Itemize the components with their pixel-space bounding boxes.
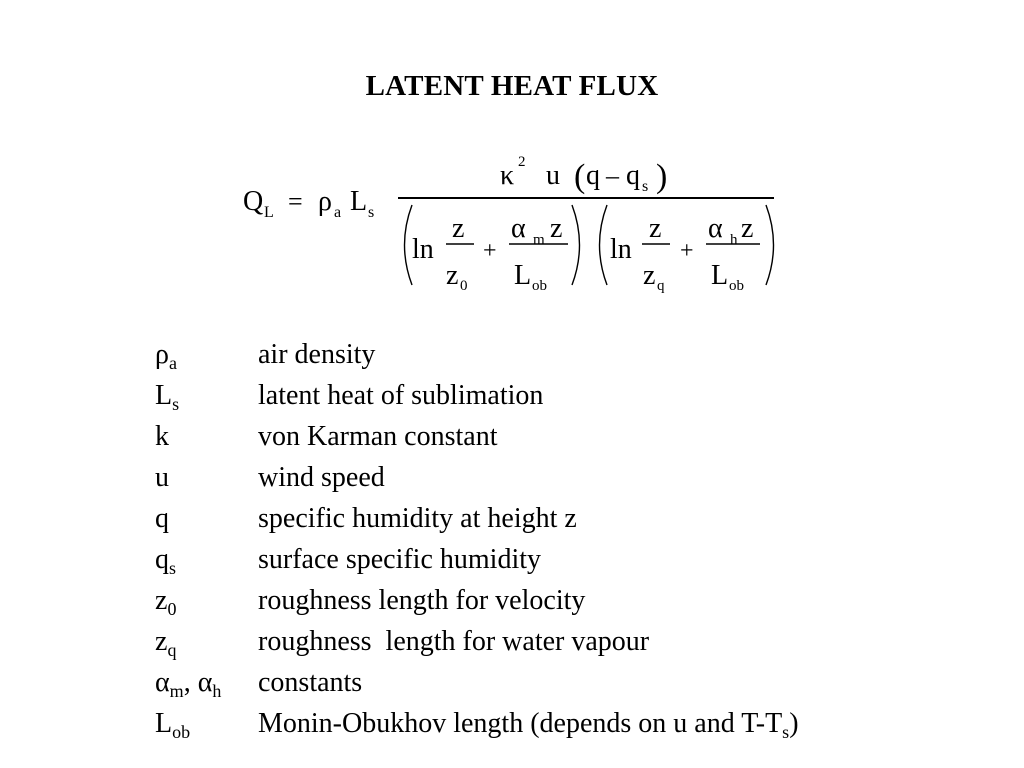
eq-rho-sub: a: [334, 204, 342, 221]
eq-ls: L: [350, 186, 368, 217]
eq-alpha-h: α: [708, 213, 723, 244]
eq-lob-2-sub: ob: [729, 278, 744, 294]
eq-z0-sub: 0: [460, 278, 468, 294]
eq-alpha-m-sub: m: [533, 232, 545, 248]
eq-num-qs-sub: s: [642, 178, 649, 195]
eq-plus-2: +: [680, 238, 694, 264]
legend-symbol: $z_q$: [155, 626, 177, 660]
legend-symbol: $\rho_a$: [155, 339, 177, 373]
legend-description: constants: [258, 667, 363, 698]
eq-num-qs: q: [626, 160, 640, 191]
eq-rho: ρ: [318, 186, 332, 217]
legend-symbol: $\alpha_m$, $\alpha_h$: [155, 667, 222, 701]
eq-lob-2: L: [711, 260, 729, 291]
legend-symbol: $q_s$: [155, 544, 177, 578]
eq-z0: z: [446, 260, 459, 291]
legend-description: Monin-Obukhov length (depends on u and $T-T_s$): [258, 708, 799, 742]
legend-description: surface specific humidity: [258, 544, 542, 575]
eq-alpha-m-z: z: [550, 213, 563, 244]
right-paren-group-1: [572, 205, 580, 285]
eq-ln-1: ln: [412, 234, 434, 265]
eq-num-kappa-sup: 2: [518, 154, 526, 170]
eq-alpha-h-z: z: [741, 213, 754, 244]
latent-heat-flux-equation: [0, 0, 1024, 320]
eq-equals: =: [288, 187, 303, 216]
eq-lhs-q: Q: [243, 186, 264, 217]
legend-description: roughness length for water vapour: [258, 626, 650, 657]
eq-alpha-h-sub: h: [730, 232, 738, 248]
legend-description: wind speed: [258, 462, 385, 493]
legend-symbol: $L_s$: [155, 380, 180, 414]
legend-symbol: q: [155, 503, 169, 534]
eq-num-rparen: ): [656, 158, 668, 195]
eq-zq-sub: q: [657, 278, 665, 294]
legend-description: von Karman constant: [258, 421, 498, 452]
legend-symbol: u: [155, 462, 169, 493]
eq-num-lparen: (: [574, 158, 586, 195]
legend-description: specific humidity at height z: [258, 503, 577, 534]
eq-num-minus: –: [606, 161, 619, 190]
left-paren-group-1: [405, 205, 413, 285]
left-paren-group-2: [600, 205, 608, 285]
eq-zq: z: [643, 260, 656, 291]
eq-ln-2: ln: [610, 234, 632, 265]
eq-lob-1-sub: ob: [532, 278, 547, 294]
eq-plus-1: +: [483, 238, 497, 264]
eq-lhs-sub: L: [264, 204, 274, 221]
page-title: LATENT HEAT FLUX: [365, 70, 659, 102]
eq-alpha-m: α: [511, 213, 526, 244]
legend-symbol: $z_0$: [155, 585, 177, 619]
legend-description: latent heat of sublimation: [258, 380, 544, 411]
eq-num-q: q: [586, 160, 600, 191]
eq-num-u: u: [546, 160, 560, 191]
legend-symbol: $L_{ob}$: [155, 708, 191, 742]
eq-ls-sub: s: [368, 204, 375, 221]
eq-num-kappa: κ: [500, 160, 515, 191]
legend-symbol: k: [155, 421, 169, 452]
eq-z-num-1: z: [452, 213, 465, 244]
legend-description: roughness length for velocity: [258, 585, 586, 616]
right-paren-group-2: [766, 205, 774, 285]
legend-description: air density: [258, 339, 376, 370]
eq-z-num-2: z: [649, 213, 662, 244]
eq-lob-1: L: [514, 260, 532, 291]
